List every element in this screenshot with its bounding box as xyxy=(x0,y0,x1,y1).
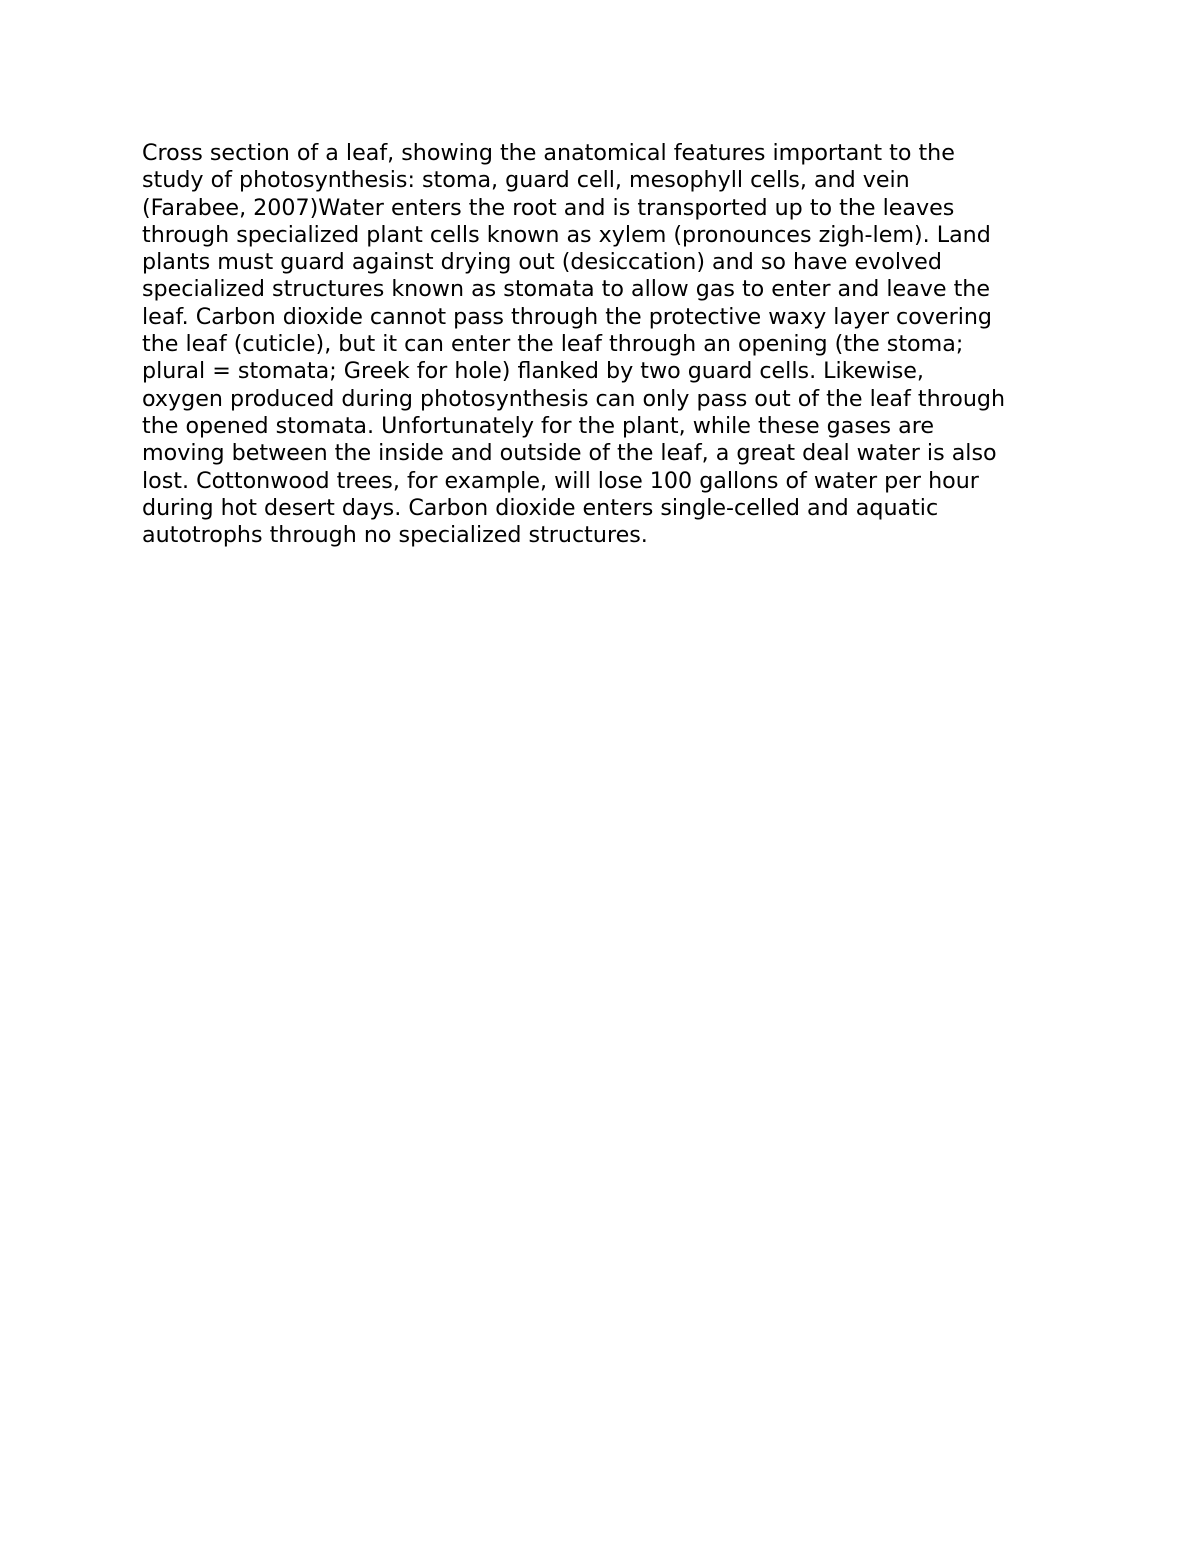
text-line: leaf. Carbon dioxide cannot pass through the protective waxy layer covering xyxy=(142,303,993,330)
text-line: (Farabee, 2007)Water enters the root and is transported up to the leaves xyxy=(142,194,955,221)
text-line: autotrophs through no specialized structures. xyxy=(142,522,648,549)
text-line: Cross section of a leaf, showing the anatomical features important to the xyxy=(142,140,955,166)
text-line: specialized structures known as stomata to allow gas to enter and leave the xyxy=(142,276,990,303)
text-line: the leaf (cuticle), but it can enter the leaf through an opening (the stoma; xyxy=(142,331,964,358)
text-line: moving between the inside and outside of the leaf, a great deal water is also xyxy=(142,440,997,467)
text-line: through specialized plant cells known as xylem (pronounces zigh-lem). Land xyxy=(142,221,991,248)
text-line: plants must guard against drying out (desiccation) and so have evolved xyxy=(142,249,942,276)
body-paragraph xyxy=(142,140,1072,549)
text-line: lost. Cottonwood trees, for example, will lose 100 gallons of water per hour xyxy=(142,467,979,494)
text-line: the opened stomata. Unfortunately for the plant, while these gases are xyxy=(142,412,935,439)
text-line: oxygen produced during photosynthesis can only pass out of the leaf through xyxy=(142,385,1006,412)
text-line: during hot desert days. Carbon dioxide enters single-celled and aquatic xyxy=(142,494,939,521)
text-line: study of photosynthesis: stoma, guard cell, mesophyll cells, and vein xyxy=(142,167,910,194)
text-line: plural = stomata; Greek for hole) flanked by two guard cells. Likewise, xyxy=(142,358,924,385)
